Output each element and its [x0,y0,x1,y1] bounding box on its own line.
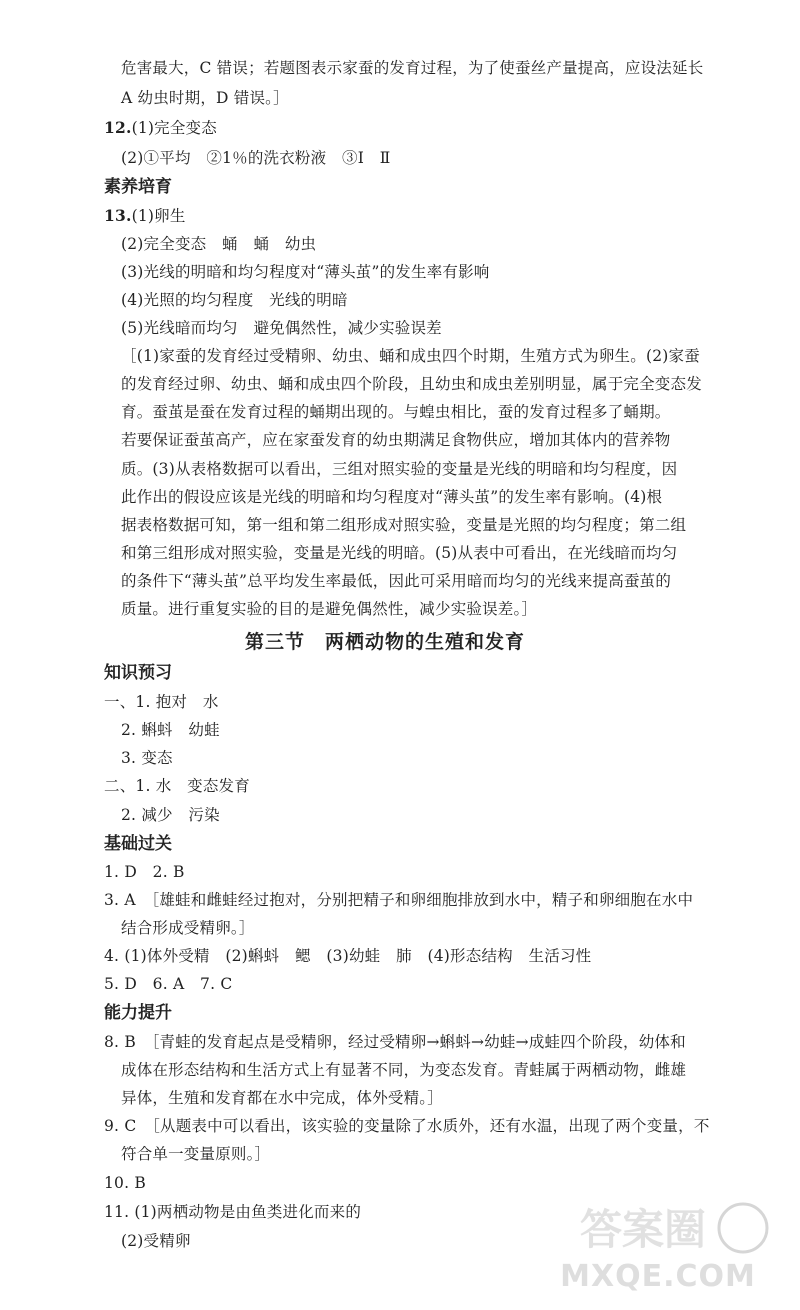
jichu-line-3: 结合形成受精卵。］ [121,919,255,937]
q13-line-2: (2)完全变态 蛹 蛹 幼虫 [121,235,317,253]
jichu-line-1: 1. D 2. B [104,863,185,881]
heading-nengli: 能力提升 [104,1003,172,1023]
nengli-line-8: (2)受精卵 [121,1232,191,1250]
q13-explain-4: 若要保证蚕茧高产，应在家蚕发育的幼虫期满足食物供应，增加其体内的营养物 [121,431,671,449]
q13-answer-1: (1)卵生 [131,207,186,225]
q13-explain-8: 和第三组形成对照实验，变量是光线的明暗。(5)从表中可看出，在光线暗而均匀 [121,544,678,562]
q12-number: 12. [104,118,132,137]
q13-explain-10: 质量。进行重复实验的目的是避免偶然性，减少实验误差。］ [121,600,538,618]
q13-explain-6: 此作出的假设应该是光线的明暗和均匀程度对“薄头茧”的发生率有影响。(4)根 [121,488,663,506]
nengli-line-2: 成体在形态结构和生活方式上有显著不同，为变态发育。青蛙属于两栖动物，雌雄 [121,1061,687,1079]
q13-line-1 [104,206,186,226]
q13-line-4: (4)光照的均匀程度 光线的明暗 [121,291,348,309]
q12-line-2: (2)①平均 ②1％的洗衣粉液 ③Ⅰ Ⅱ [121,149,391,167]
yuxi-line-a3: 3. 变态 [121,749,173,767]
q13-explain-5: 质。(3)从表格数据可以看出，三组对照实验的变量是光线的明暗和均匀程度，因 [121,460,678,478]
yuxi-line-b1: 二、1. 水 变态发育 [104,777,250,795]
yuxi-line-a1: 一、1. 抱对 水 [104,693,219,711]
heading-zhishi: 知识预习 [104,663,172,683]
heading-suyang: 素养培育 [104,177,172,197]
continued-line-1: 危害最大，C 错误；若题图表示家蚕的发育过程，为了使蚕丝产量提高，应设法延长 [121,59,704,77]
q13-line-3: (3)光线的明暗和均匀程度对“薄头茧”的发生率有影响 [121,263,490,281]
jichu-line-2: 3. A ［雄蛙和雌蛙经过抱对，分别把精子和卵细胞排放到水中，精子和卵细胞在水中 [104,891,694,909]
q13-line-5: (5)光线暗而均匀 避免偶然性，减少实验误差 [121,319,442,337]
heading-jichu: 基础过关 [104,834,172,854]
yuxi-line-b2: 2. 减少 污染 [121,806,220,824]
yuxi-line-a2: 2. 蝌蚪 幼蛙 [121,721,220,739]
continued-line-2: A 幼虫时期，D 错误。］ [121,89,289,107]
watermark-logo [538,1196,778,1296]
watermark-logo-text: 答案圈 [579,1205,707,1254]
q12-line-1 [104,118,217,138]
q13-explain-7: 据表格数据可知，第一组和第二组形成对照实验，变量是光照的均匀程度；第二组 [121,516,687,534]
watermark-url: MXQE.COM [560,1259,756,1294]
q13-explain-3: 育。蚕茧是蚕在发育过程的蛹期出现的。与蝗虫相比，蚕的发育过程多了蛹期。 [121,403,671,421]
q13-explain-9: 的条件下“薄头茧”总平均发生率最低，因此可采用暗而均匀的光线来提高蚕茧的 [121,572,672,590]
nengli-line-3: 异体，生殖和发育都在水中完成，体外受精。］ [121,1089,443,1107]
nengli-line-1: 8. B ［青蛙的发育起点是受精卵，经过受精卵→蝌蚪→幼蛙→成蛙四个阶段，幼体和 [104,1033,686,1051]
nengli-line-6: 10. B [104,1174,146,1192]
nengli-line-5: 符合单一变量原则。］ [121,1145,271,1163]
q13-number: 13. [104,206,132,225]
q13-explain-1: ［(1)家蚕的发育经过受精卵、幼虫、蛹和成虫四个时期，生殖方式为卵生。(2)家蚕 [121,347,700,365]
jichu-line-4: 4. (1)体外受精 (2)蝌蚪 鳃 (3)幼蛙 肺 (4)形态结构 生活习性 [104,947,592,965]
nengli-line-7: 11. (1)两栖动物是由鱼类进化而来的 [104,1203,362,1221]
q13-explain-2: 的发育经过卵、幼虫、蛹和成虫四个阶段，且幼虫和成虫差别明显，属于完全变态发 [121,375,702,393]
jichu-line-5: 5. D 6. A 7. C [104,975,233,993]
section-title: 第三节 两栖动物的生殖和发育 [245,631,526,653]
q12-answer-1: (1)完全变态 [131,119,217,137]
nengli-line-4: 9. C ［从题表中可以看出，该实验的变量除了水质外，还有水温，出现了两个变量，不 [104,1117,710,1135]
